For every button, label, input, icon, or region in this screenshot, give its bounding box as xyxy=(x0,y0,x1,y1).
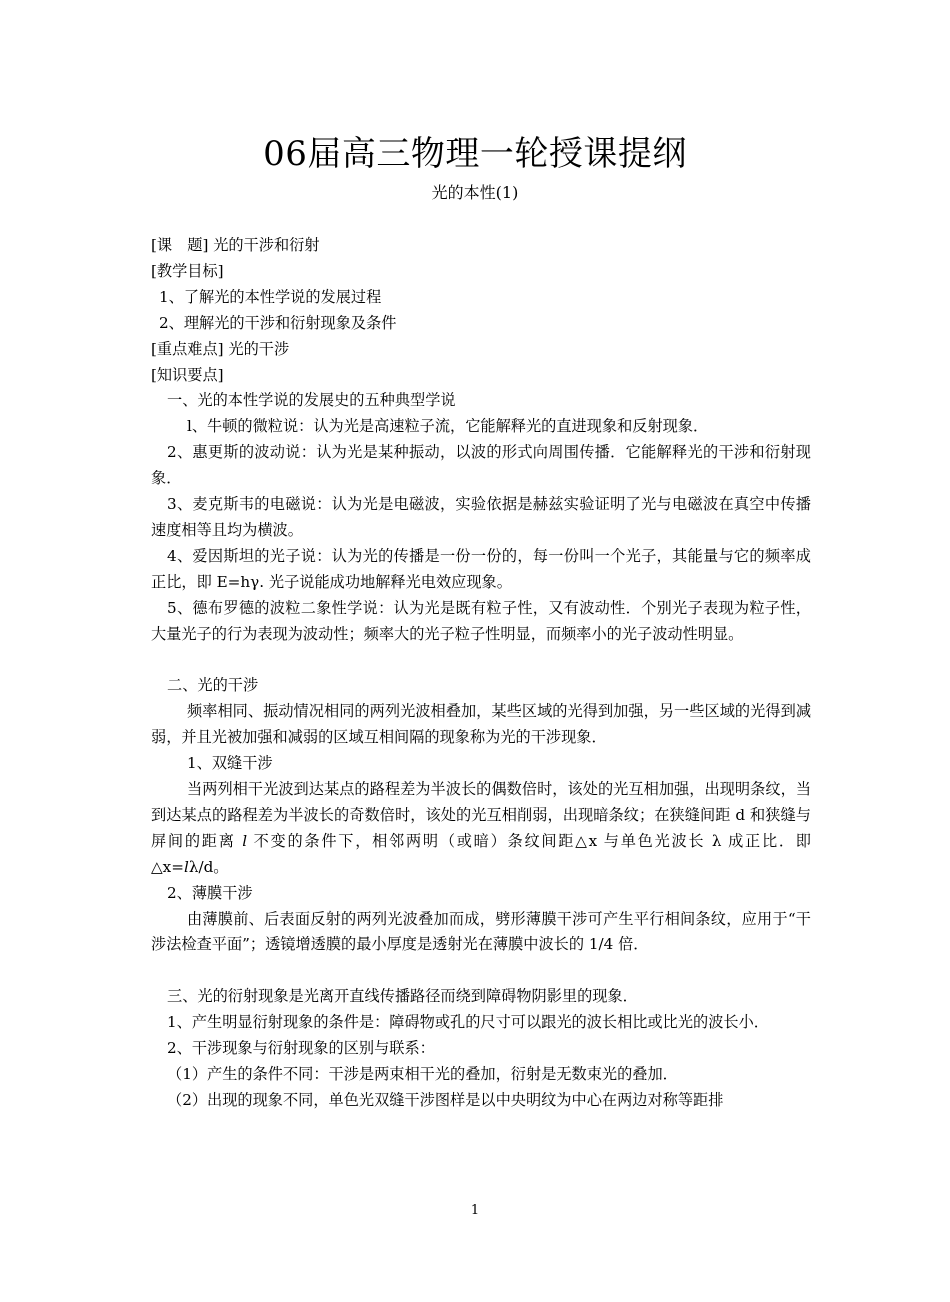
section-1-heading: 一、光的本性学说的发展史的五种典型学说 xyxy=(167,391,456,410)
document-body xyxy=(151,233,811,1114)
text-run: λ/d。 xyxy=(188,857,229,876)
key-points-line: [重点难点] 光的干涉 xyxy=(151,339,290,358)
text-run: 不变的条件下，相邻两明（或暗）条纹间距△x 与单色光波长 λ 成正比．即△x= xyxy=(151,831,811,876)
section-1-item-1: l、牛顿的微粒说：认为光是高速粒子流，它能解释光的直进现象和反射现象． xyxy=(187,417,709,436)
section-3-subitem-1: （1）产生的条件不同：干涉是两束相干光的叠加，衍射是无数束光的叠加． xyxy=(167,1064,678,1083)
goal-item-2: 2、理解光的干涉和衍射现象及条件 xyxy=(159,313,397,332)
section-3-item-2: 2、干涉现象与衍射现象的区别与联系： xyxy=(167,1039,435,1058)
section-1-item-4: 4、爱因斯坦的光子说：认为光的传播是一份一份的，每一份叫一个光子，其能量与它的频率成正比，即 E=hγ. 光子说能成功地解释光电效应现象。 xyxy=(151,546,811,591)
page-number: 1 xyxy=(470,1203,480,1218)
section-2-sub1-paragraph xyxy=(151,777,811,881)
knowledge-header: [知识要点] xyxy=(151,365,224,384)
section-2-paragraph: 频率相同、振动情况相同的两列光波相叠加，某些区域的光得到加强，另一些区域的光得到减弱，并且光被加强和减弱的区域互相间隔的现象称为光的干涉现象． xyxy=(151,702,811,747)
topic-line: [课 题] 光的干涉和衍射 xyxy=(151,236,320,254)
variable-l: l xyxy=(242,831,248,850)
section-2-subheading-1: 1、双缝干涉 xyxy=(187,754,273,773)
goals-header: [教学目标] xyxy=(151,261,224,280)
section-1-item-5: 5、德布罗德的波粒二象性学说：认为光是既有粒子性，又有波动性．个别光子表现为粒子性，大量光子的行为表现为波动性；频率大的光子粒子性明显，而频率小的光子波动性明显。 xyxy=(151,598,811,643)
document-subtitle: 光的本性(1) xyxy=(431,183,519,202)
document-title: 06届高三物理一轮授课提纲 xyxy=(263,134,687,174)
goal-item-1: 1、了解光的本性学说的发展过程 xyxy=(159,287,382,306)
blank-line xyxy=(151,648,811,674)
section-1-item-3: 3、麦克斯韦的电磁说：认为光是电磁波，实验依据是赫兹实验证明了光与电磁波在真空中传播速度相等且均为横波。 xyxy=(151,495,811,539)
section-2-subheading-2: 2、薄膜干涉 xyxy=(167,883,253,902)
section-2-heading: 二、光的干涉 xyxy=(167,676,259,695)
section-1-item-2: 2、惠更斯的波动说：认为光是某种振动，以波的形式向周围传播．它能解释光的干涉和衍射现象． xyxy=(151,443,811,488)
blank-line xyxy=(151,958,811,984)
section-3-item-1: 1、产生明显衍射现象的条件是：障碍物或孔的尺寸可以跟光的波长相比或比光的波长小． xyxy=(167,1013,769,1032)
section-3-subitem-2: （2）出现的现象不同，单色光双缝干涉图样是以中央明纹为中心在两边对称等距排 xyxy=(167,1090,724,1109)
section-3-heading: 三、光的衍射现象是光离开直线传播路径而绕到障碍物阴影里的现象． xyxy=(167,987,638,1006)
section-2-sub2-paragraph: 由薄膜前、后表面反射的两列光波叠加而成，劈形薄膜干涉可产生平行相间条纹，应用于“干涉法检查平面”；透镜增透膜的最小厚度是透射光在薄膜中波长的 1/4 倍． xyxy=(151,909,811,954)
text-run: 当两列相干光波到达某点的路程差为半波长的偶数倍时，该处的光互相加强，出现明条纹，当到达某点的路程差为半波长的奇数倍时，该处的光互相削弱，出现暗条纹；在狭缝间距 d 和狭缝与屏间的距离 xyxy=(151,780,811,850)
variable-l: l xyxy=(183,857,189,876)
